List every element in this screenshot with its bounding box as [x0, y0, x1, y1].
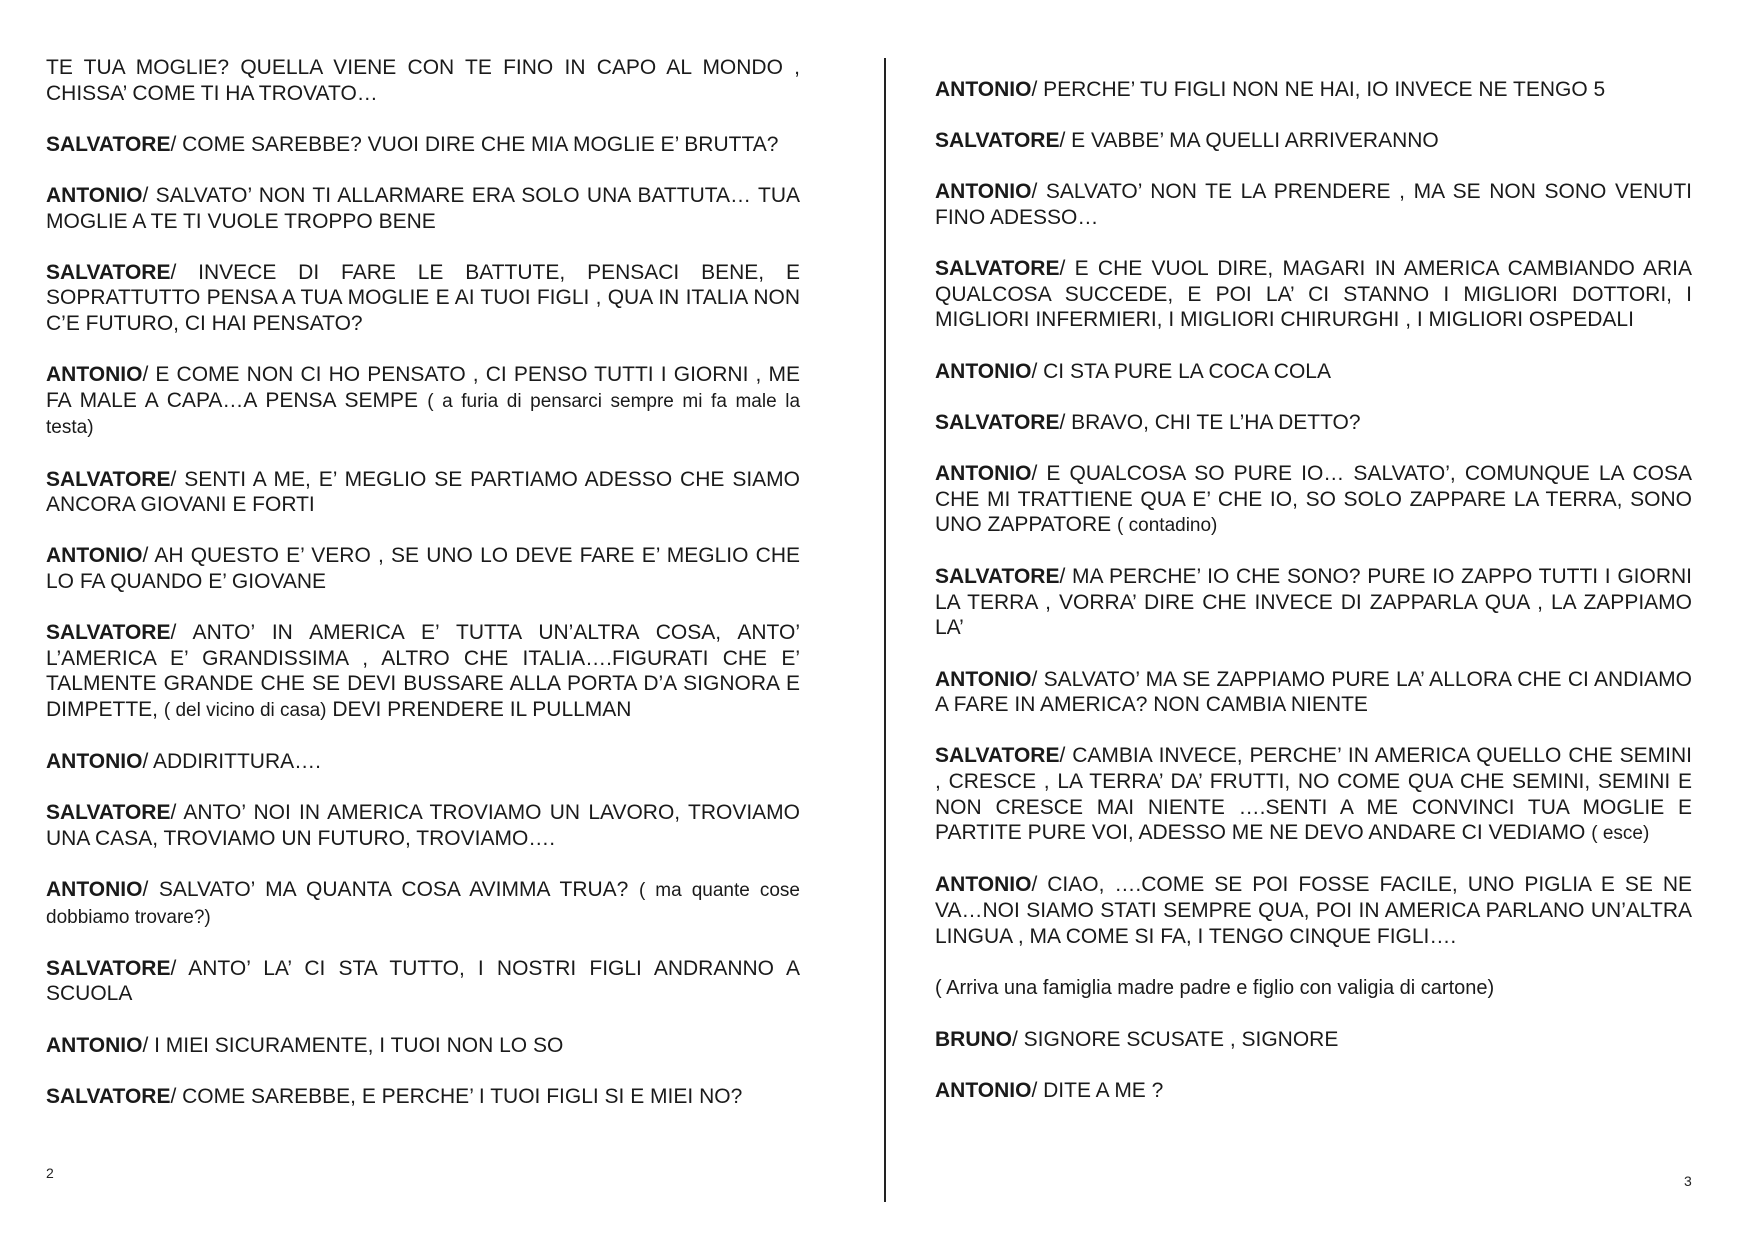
speaker-name: ANTONIO — [935, 180, 1032, 204]
dialogue-text: / SALVATO’ MA SE ZAPPIAMO PURE LA’ ALLORA CHE CI ANDIAMO A FARE IN AMERICA? NON CAMBIA NIENTE — [935, 667, 1692, 717]
dialogue-line — [46, 183, 800, 234]
page-number: 2 — [46, 1165, 54, 1181]
dialogue-text: / E CHE VUOL DIRE, MAGARI IN AMERICA CAMBIANDO ARIA QUALCOSA SUCCEDE, E POI LA’ CI STANNO I MIGLIORI DOTTORI, I MIGLIORI INFERMIERI, I MIGLIORI CHIRURGHI , I MIGLIORI OSPEDALI — [935, 257, 1692, 332]
dialogue-line — [46, 749, 800, 775]
dialogue-line — [46, 800, 800, 851]
right-page — [877, 0, 1754, 1240]
speaker-name: ANTONIO — [935, 359, 1032, 383]
dialogue-text: DEVI PRENDERE IL PULLMAN — [332, 697, 632, 721]
speaker-name: ANTONIO — [935, 78, 1032, 101]
dialogue-text: / DITE A ME ? — [1031, 1079, 1164, 1103]
dialogue-line — [935, 1027, 1692, 1053]
dialogue-text: / E QUALCOSA SO PURE IO… SALVATO’, COMUNQUE LA COSA CHE MI TRATTIENE QUA E’ CHE IO, SO SOLO ZAPPARE LA TERRA, SONO UNO ZAPPATORE — [935, 461, 1692, 537]
dialogue-line — [935, 1078, 1692, 1104]
speaker-name: SALVATORE — [46, 801, 171, 825]
dialogue-text: / SALVATO’ NON TI ALLARMARE ERA SOLO UNA BATTUTA… TUA MOGLIE A TE TI VUOLE TROPPO BENE — [46, 183, 800, 233]
dialogue-text: / MA PERCHE’ IO CHE SONO? PURE IO ZAPPO TUTTI I GIORNI LA TERRA , VORRA’ DIRE CHE INVECE DI ZAPPARLA QUA , LA ZAPPIAMO LA’ — [935, 565, 1692, 640]
dialogue-line — [46, 620, 800, 723]
dialogue-text: / BRAVO, CHI TE L’HA DETTO? — [1059, 410, 1361, 434]
dialogue-text: / ANTO’ NOI IN AMERICA TROVIAMO UN LAVORO, TROVIAMO UNA CASA, TROVIAMO UN FUTURO, TROVIAMO…. — [46, 801, 800, 850]
page-number: 3 — [1684, 1173, 1692, 1189]
speaker-name: SALVATORE — [935, 565, 1060, 589]
speaker-name: SALVATORE — [935, 257, 1060, 281]
speaker-name: ANTONIO — [46, 183, 143, 207]
dialogue-text: TE TUA MOGLIE? QUELLA VIENE CON TE FINO IN CAPO AL MONDO , CHISSA’ COME TI HA TROVATO… — [46, 56, 800, 105]
dialogue-text: / INVECE DI FARE LE BATTUTE, PENSACI BENE, E SOPRATTUTTO PENSA A TUA MOGLIE E AI TUOI FIGLI , QUA IN ITALIA NON C’E FUTURO, CI HAI PENSATO? — [46, 260, 800, 335]
speaker-name: SALVATORE — [935, 744, 1060, 768]
speaker-name: ANTONIO — [46, 878, 143, 901]
dialogue-line — [46, 132, 800, 158]
left-page-text — [46, 55, 800, 1135]
speaker-name: ANTONIO — [46, 544, 143, 568]
speaker-name: ANTONIO — [46, 1033, 143, 1057]
speaker-name: SALVATORE — [46, 956, 171, 980]
speaker-name: SALVATORE — [46, 1084, 171, 1108]
dialogue-text: / E COME NON CI HO PENSATO , CI PENSO TUTTI I GIORNI , ME FA MALE A CAPA…A PENSA SEMPE — [46, 363, 800, 412]
dialogue-line — [935, 128, 1692, 154]
right-page-text — [935, 77, 1692, 1129]
dialogue-line — [935, 256, 1692, 333]
inline-stage-direction: ( a furia di pensarci sempre mi fa male la testa) — [46, 390, 801, 439]
dialogue-text: / SENTI A ME, E’ MEGLIO SE PARTIAMO ADESSO CHE SIAMO ANCORA GIOVANI E FORTI — [46, 467, 800, 517]
dialogue-text: / COME SAREBBE? VUOI DIRE CHE MIA MOGLIE E’ BRUTTA? — [170, 132, 779, 156]
dialogue-line — [935, 872, 1692, 949]
inline-stage-direction: ( esce) — [1591, 823, 1650, 845]
speaker-name: ANTONIO — [935, 461, 1032, 485]
dialogue-text: / ADDIRITTURA…. — [142, 750, 321, 774]
dialogue-text: / I MIEI SICURAMENTE, I TUOI NON LO SO — [142, 1033, 564, 1057]
inline-stage-direction: ( contadino) — [1117, 515, 1218, 537]
speaker-name: ANTONIO — [46, 750, 143, 774]
speaker-name: SALVATORE — [46, 621, 171, 645]
dialogue-line — [46, 1033, 800, 1059]
speaker-name: SALVATORE — [46, 132, 171, 156]
dialogue-line — [935, 359, 1692, 385]
dialogue-line — [46, 956, 800, 1007]
speaker-name: BRUNO — [935, 1027, 1012, 1051]
dialogue-line — [46, 543, 800, 594]
dialogue-text: / E VABBE’ MA QUELLI ARRIVERANNO — [1059, 129, 1439, 153]
dialogue-line — [46, 362, 800, 441]
speaker-name: ANTONIO — [46, 363, 143, 387]
dialogue-line — [935, 410, 1692, 436]
dialogue-text: / ANTO’ LA’ CI STA TUTTO, I NOSTRI FIGLI ANDRANNO A SCUOLA — [46, 956, 800, 1006]
dialogue-line — [46, 877, 800, 930]
dialogue-line — [935, 461, 1692, 539]
stage-direction-text: ( Arriva una famiglia madre padre e figlio con valigia di cartone) — [935, 976, 1495, 999]
dialogue-text: / CAMBIA INVECE, PERCHE’ IN AMERICA QUELLO CHE SEMINI , CRESCE , LA TERRA’ DA’ FRUTTI, NO COME QUA CHE SEMINI, SEMINI E NON CRESCE MAI NIENTE ….SENTI A ME CONVINCI TUA MOGLIE E PARTITE PURE VOI, ADESSO ME NE DEVO ANDARE CI VEDIAMO — [935, 744, 1692, 845]
dialogue-line — [935, 667, 1692, 718]
inline-stage-direction: ( ma quante cose dobbiamo trovare?) — [46, 880, 800, 928]
speaker-name: SALVATORE — [935, 129, 1060, 153]
speaker-name: ANTONIO — [935, 1079, 1032, 1103]
speaker-name: ANTONIO — [935, 667, 1032, 691]
speaker-name: SALVATORE — [935, 410, 1060, 434]
dialogue-line — [46, 260, 800, 337]
dialogue-text: / ANTO’ IN AMERICA E’ TUTTA UN’ALTRA COSA, ANTO’ L’AMERICA E’ GRANDISSIMA , ALTRO CHE ITALIA….FIGURATI CHE E’ TALMENTE GRANDE CHE SE DEVI BUSSARE ALLA PORTA D’A SIGNORA E DIMPETTE, — [46, 621, 800, 721]
inline-stage-direction: ( del vicino di casa) — [163, 699, 327, 721]
dialogue-text: / COME SAREBBE, E PERCHE’ I TUOI FIGLI SI E MIEI NO? — [170, 1084, 743, 1108]
dialogue-text: / SALVATO’ NON TE LA PRENDERE , MA SE NON SONO VENUTI FINO ADESSO… — [935, 180, 1692, 229]
dialogue-text: / SALVATO’ MA QUANTA COSA AVIMMA TRUA? — [142, 878, 629, 901]
dialogue-line — [935, 743, 1692, 846]
dialogue-line — [935, 77, 1692, 103]
dialogue-text: / CI STA PURE LA COCA COLA — [1031, 359, 1331, 383]
dialogue-line — [46, 467, 800, 518]
speaker-name: SALVATORE — [46, 260, 171, 284]
speaker-name: ANTONIO — [935, 873, 1032, 897]
dialogue-text: / AH QUESTO E’ VERO , SE UNO LO DEVE FARE E’ MEGLIO CHE LO FA QUANDO E’ GIOVANE — [46, 544, 800, 593]
dialogue-line — [46, 1084, 800, 1110]
dialogue-text: / CIAO, ….COME SE POI FOSSE FACILE, UNO PIGLIA E SE NE VA…NOI SIAMO STATI SEMPRE QUA, POI IN AMERICA PARLANO UN’ALTRA LINGUA , MA COME SI FA, I TENGO CINQUE FIGLI…. — [935, 873, 1692, 948]
stage-direction — [935, 975, 1692, 1002]
dialogue-line — [935, 564, 1692, 641]
dialogue-line — [935, 179, 1692, 230]
speaker-name: SALVATORE — [46, 467, 171, 491]
dialogue-line — [46, 55, 800, 106]
dialogue-text: / SIGNORE SCUSATE , SIGNORE — [1012, 1027, 1339, 1051]
dialogue-text: / PERCHE’ TU FIGLI NON NE HAI, IO INVECE NE TENGO 5 — [1031, 78, 1606, 101]
